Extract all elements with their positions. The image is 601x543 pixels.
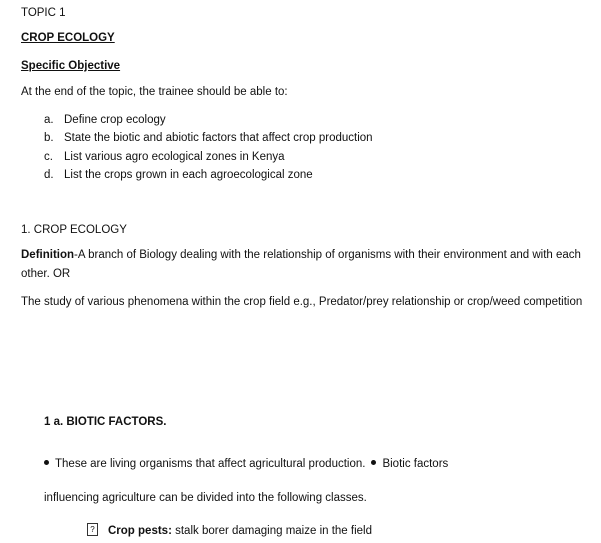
biotic-heading: 1 a. BIOTIC FACTORS. (44, 416, 167, 428)
biotic-bullets (44, 457, 448, 471)
list-item-text: State the biotic and abiotic factors that affect crop production (64, 132, 373, 144)
biotic-bullet1-text: These are living organisms that affect agricultural production. (55, 458, 366, 470)
biotic-bullet2-text: Biotic factors (382, 458, 449, 470)
crop-pests-label: Crop pests: (108, 525, 172, 537)
list-marker: c. (44, 151, 53, 163)
objective-heading: Specific Objective (21, 60, 121, 72)
list-marker: b. (44, 132, 54, 144)
study-paragraph: The study of various phenomena within the crop field e.g., Predator/prey relationship or crop/weed competition (21, 296, 583, 308)
list-item-text: List various agro ecological zones in Kenya (64, 151, 285, 163)
page-title: CROP ECOLOGY (21, 32, 115, 44)
list-marker: d. (44, 169, 54, 181)
bullet-icon (371, 460, 376, 465)
crop-pests-text: stalk borer damaging maize in the field (175, 525, 372, 537)
topic-label: TOPIC 1 (21, 7, 66, 19)
biotic-continuation: influencing agriculture can be divided into the following classes. (44, 492, 367, 504)
bullet-icon (44, 460, 49, 465)
crop-pests-item (87, 524, 372, 538)
list-item-text: Define crop ecology (64, 114, 166, 126)
missing-glyph-icon: ? (87, 523, 98, 536)
list-marker: a. (44, 114, 54, 126)
definition-label: Definition (21, 249, 75, 261)
intro-text: At the end of the topic, the trainee should be able to: (21, 86, 288, 98)
list-item-text: List the crops grown in each agroecological zone (64, 169, 313, 181)
definition-text: -A branch of Biology dealing with the relationship of organisms with their environment and with each other. OR (21, 249, 581, 280)
definition-paragraph (21, 246, 593, 284)
section1-heading: 1. CROP ECOLOGY (21, 224, 127, 236)
